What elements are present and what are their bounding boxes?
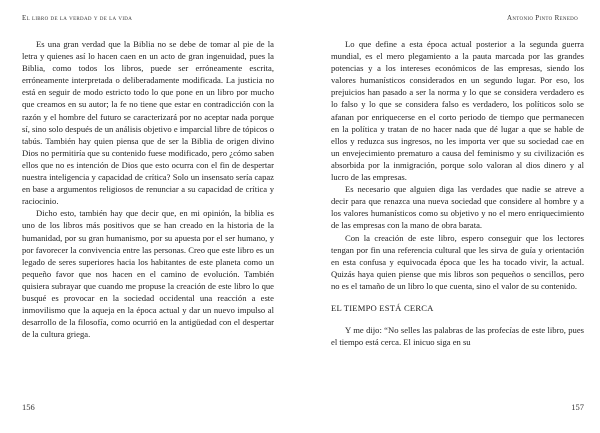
right-running-head: Antonio Pinto Renedo xyxy=(507,14,578,22)
left-paragraph: Es una gran verdad que la Biblia no se debe de tomar al pie de la letra y quienes así lo hacen caen en un acto de gran ingenuidad, pues la Biblia, como todos los libros, puede ser erróneamente escrita, erróneamente interpretada o deliberadamente modificada. La justicia no está en seguir de modo estricto todo lo que pone en un libro por mucho que creamos en su autor; la fe no tiene que estar en contradicción con la razón y el hombre del futuro se caracterizará por no aceptar nada porque sí, sino solo después de un análisis objetivo e imparcial libre de tópicos o tabús. También hay quien piensa que de ser la Biblia de origen divino Dios no permitiría que su contenido fuese modificado, pero ¿cómo saben ellos que no es intención de Dios que esto ocurra con el fin de despertar nuestra inteligencia y capacidad de crítica? Solo un insensato sería capaz en base a argumentos religiosos de renunciar a su capacidad de crítica y raciocinio. xyxy=(22,39,274,207)
left-paragraph: Dicho esto, también hay que decir que, en mi opinión, la biblia es uno de los libros más positivos que se han creado en la historia de la humanidad, por su gran humanismo, por su apuesta por el ser humano, y por favorecer la convivencia entre las personas. Creo que este libro es un legado de seres superiores hacia los habitantes de este planeta como un pequeño favor que nos hacen en el camino de evolución. También quisiera subrayar que cuando me propuse la creación de este libro lo que busqué es provocar en la sociedad occidental una reacción a este inmovilismo que la aqueja en la época actual y dar un nuevo impulso al desarrollo de la filosofía, como ocurrió en la antigüedad con el despertar de la cultura griega. xyxy=(22,208,274,340)
left-text-block xyxy=(22,38,274,340)
right-paragraph: Con la creación de este libro, espero conseguir que los lectores tengan por fin una referencia cultural que les sirva de guía y orientación en esta confusa y equivocada época que les ha tocado vivir, la actual. Quizás haya quien piense que mis libros son pequeños o sencillos, pero no es el tamaño de un libro lo que cuenta, sino el valor de su contenido. xyxy=(331,232,584,291)
section-heading: EL TIEMPO ESTÁ CERCA xyxy=(331,302,434,313)
right-paragraph: Lo que define a esta época actual posterior a la segunda guerra mundial, es el mero plegamiento a la pauta marcada por las grandes potencias y a los intereses económicos de las empresas, siendo los valores humanísticos considerados en un segundo lugar. Por eso, los prejuicios han pasado a ser la norma y lo que se considera verdadero es lo falso y lo que se considera falso es verdadero, los políticos solo se afanan por enriquecerse en el corto periodo de tiempo que permanecen en la política y tratan de no hacer nada que dé lugar a que se hable de ellos y reduzca sus ingresos, no les importa ver que su sociedad cae en un envejecimiento prematuro a causa del feminismo y su civilización es absorbida por la inmigración, porque solo valoran al dios dinero y al lucro de las empresas. xyxy=(331,39,584,183)
left-page-number: 156 xyxy=(22,402,35,412)
right-paragraph: Es necesario que alguien diga las verdades que nadie se atreve a decir para que renazca una nueva sociedad que considere al hombre y a los valores humanísticos como su objetivo y no el mero enriquecimiento de las empresas con la mano de obra barata. xyxy=(331,184,584,231)
left-running-head: El libro de la verdad y de la vida xyxy=(22,14,133,22)
right-paragraph: Y me dijo: “No selles las palabras de las profecías de este libro, pues el tiempo está cerca. El inicuo siga en su xyxy=(331,325,584,348)
right-page xyxy=(300,0,600,433)
right-page-number: 157 xyxy=(571,402,584,412)
right-text-block xyxy=(331,38,584,348)
